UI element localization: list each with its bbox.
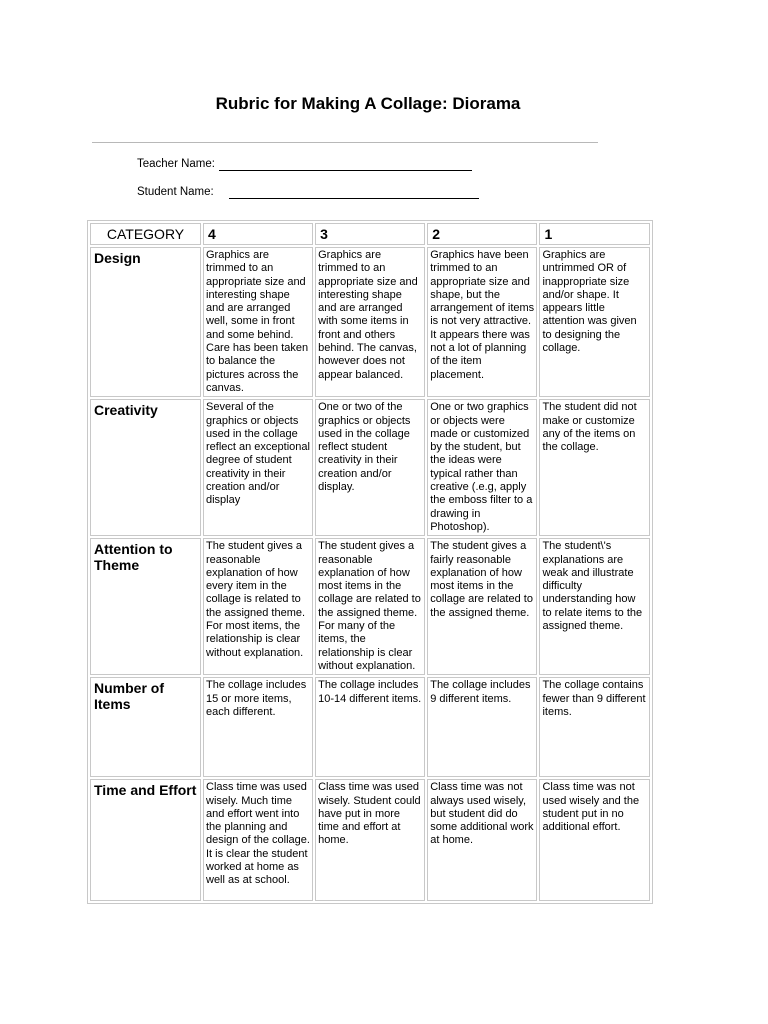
row-category-creativity: Creativity: [90, 399, 201, 536]
table-cell: The student did not make or customize any of the items on the collage.: [539, 399, 650, 536]
header-score-3: 3: [315, 223, 425, 245]
student-name-label: Student Name:: [137, 186, 214, 198]
table-row: [90, 779, 650, 901]
table-cell: Class time was not used wisely and the student put in no additional effort.: [539, 779, 650, 901]
row-category-design: Design: [90, 247, 201, 397]
table-cell: The student\'s explanations are weak and illustrate difficulty understanding how to relate items to the assigned theme.: [539, 538, 650, 675]
table-cell: Class time was not always used wisely, but student did do some additional work at home.: [427, 779, 537, 901]
page-title: Rubric for Making A Collage: Diorama: [215, 94, 521, 113]
row-category-time-and-effort: Time and Effort: [90, 779, 201, 901]
header-category: CATEGORY: [90, 223, 201, 245]
table-cell: Several of the graphics or objects used in the collage reflect an exceptional degree of student creativity in their creation and/or display: [203, 399, 313, 536]
table-row: [90, 677, 650, 777]
divider: [92, 142, 598, 143]
header-row: [90, 223, 650, 245]
table-cell: Class time was used wisely. Much time and effort went into the planning and design of the collage. It is clear the student worked at home as well as at school.: [203, 779, 313, 901]
table-cell: One or two graphics or objects were made or customized by the student, but the ideas were typical rather than creative (.e.g, apply the emboss filter to a drawing in Photoshop).: [427, 399, 537, 536]
table-cell: The student gives a reasonable explanation of how every item in the collage is related to the assigned theme. For most items, the relationship is clear without explanation.: [203, 538, 313, 675]
table-row: [90, 399, 650, 536]
table-cell: One or two of the graphics or objects used in the collage reflect student creativity in their creation and/or display.: [315, 399, 425, 536]
table-cell: The collage includes 10-14 different items.: [315, 677, 425, 777]
table-cell: The collage includes 9 different items.: [427, 677, 537, 777]
table-cell: The student gives a fairly reasonable explanation of how most items in the collage are related to the assigned theme.: [427, 538, 537, 675]
student-name-line[interactable]: [229, 198, 479, 199]
rubric-table: [87, 220, 653, 904]
table-row: [90, 247, 650, 397]
teacher-name-label: Teacher Name:: [137, 158, 215, 170]
row-category-number-of-items: Number of Items: [90, 677, 201, 777]
table-cell: Graphics have been trimmed to an appropriate size and shape, but the arrangement of items is not very attractive. It appears there was not a lot of planning of the item placement.: [427, 247, 537, 397]
table-cell: Graphics are trimmed to an appropriate size and interesting shape and are arranged well, some in front and some behind. Care has been taken to balance the pictures across the canvas.: [203, 247, 313, 397]
table-row: [90, 538, 650, 675]
table-cell: Graphics are untrimmed OR of inappropriate size and/or shape. It appears little attention was given to designing the collage.: [539, 247, 650, 397]
row-category-attention-to-theme: Attention to Theme: [90, 538, 201, 675]
table-cell: Graphics are trimmed to an appropriate size and interesting shape and are arranged with some items in front and others behind. The canvas, however does not appear balanced.: [315, 247, 425, 397]
table-cell: The student gives a reasonable explanation of how most items in the collage are related to the assigned theme. For many of the items, the relationship is clear without explanation.: [315, 538, 425, 675]
header-score-2: 2: [427, 223, 537, 245]
header-score-1: 1: [539, 223, 650, 245]
header-score-4: 4: [203, 223, 313, 245]
table-cell: Class time was used wisely. Student could have put in more time and effort at home.: [315, 779, 425, 901]
table-cell: The collage includes 15 or more items, each different.: [203, 677, 313, 777]
table-cell: The collage contains fewer than 9 different items.: [539, 677, 650, 777]
teacher-name-line[interactable]: [219, 170, 472, 171]
